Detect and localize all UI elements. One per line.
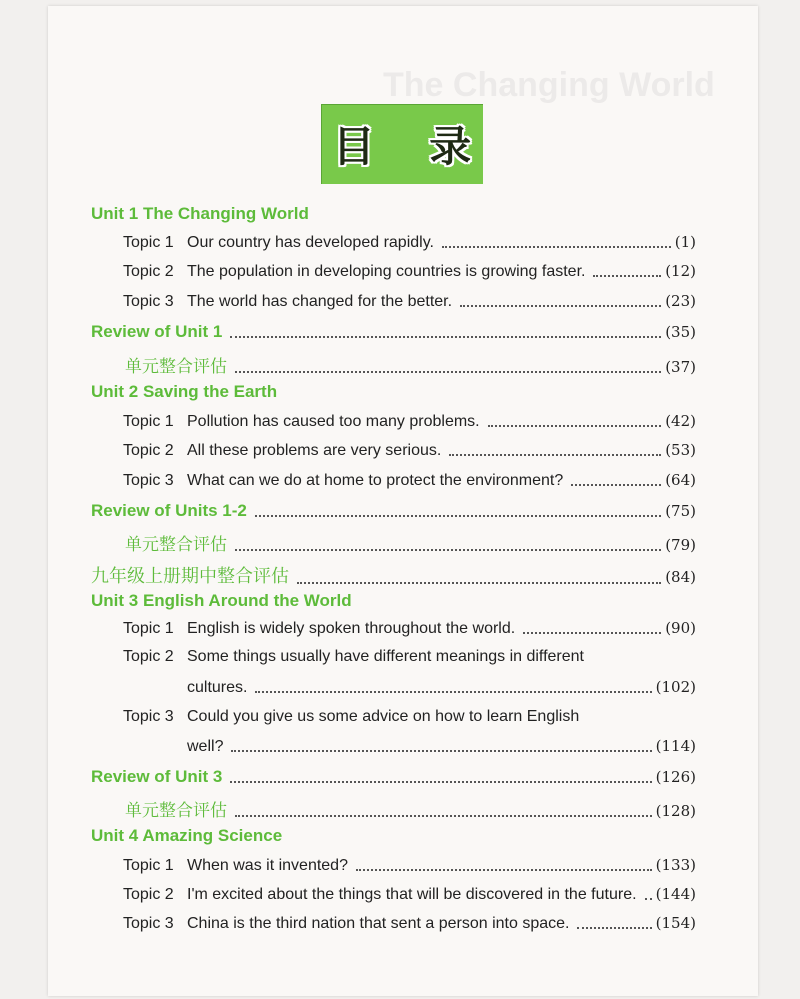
topic-entry bbox=[123, 648, 696, 666]
page-number: (53) bbox=[665, 441, 696, 459]
page-number: (144) bbox=[655, 885, 696, 903]
unit-heading: Unit 3 English Around the World bbox=[91, 591, 352, 610]
topic-label: Topic 3 bbox=[123, 472, 174, 489]
topic-entry bbox=[123, 708, 696, 726]
unit-heading: Unit 1 The Changing World bbox=[91, 204, 309, 223]
topic-label: Topic 3 bbox=[123, 708, 174, 725]
topic-label: Topic 1 bbox=[123, 857, 174, 874]
entry-title: Some things usually have different meanings in different bbox=[187, 648, 584, 665]
dot-leader bbox=[356, 869, 652, 871]
topic-entry bbox=[123, 233, 696, 252]
entry-title-continuation: well? bbox=[187, 738, 224, 755]
dot-leader bbox=[442, 246, 671, 248]
topic-label: Topic 3 bbox=[123, 915, 174, 932]
page-number: (42) bbox=[665, 412, 696, 430]
page-number: (12) bbox=[665, 262, 696, 280]
page-number: (75) bbox=[665, 502, 696, 520]
topic-entry bbox=[123, 856, 696, 875]
entry-title: Pollution has caused too many problems. bbox=[187, 413, 480, 430]
table-of-contents bbox=[48, 6, 758, 996]
topic-entry-continuation bbox=[187, 737, 696, 756]
page-title: 目 录 bbox=[332, 122, 492, 171]
dot-leader bbox=[255, 515, 661, 517]
topic-entry bbox=[123, 619, 696, 638]
assessment-entry bbox=[125, 796, 696, 821]
page-number: (64) bbox=[665, 471, 696, 489]
entry-title: Could you give us some advice on how to learn English bbox=[187, 708, 580, 725]
topic-entry bbox=[123, 441, 696, 460]
entry-title: I'm excited about the things that will be discovered in the future. bbox=[187, 886, 637, 903]
dot-leader bbox=[645, 898, 652, 900]
page-number: (90) bbox=[665, 619, 696, 637]
topic-label: Topic 2 bbox=[123, 263, 174, 280]
assessment-entry bbox=[125, 352, 696, 377]
page-number: (35) bbox=[665, 323, 696, 341]
page-number: (1) bbox=[674, 233, 696, 251]
topic-label: Topic 2 bbox=[123, 886, 174, 903]
entry-title: Our country has developed rapidly. bbox=[187, 234, 434, 251]
entry-title: English is widely spoken throughout the world. bbox=[187, 620, 516, 637]
page-number: (133) bbox=[655, 856, 696, 874]
review-entry bbox=[91, 767, 696, 787]
dot-leader bbox=[231, 750, 651, 752]
topic-entry bbox=[123, 471, 696, 490]
unit-heading: Unit 4 Amazing Science bbox=[91, 826, 283, 845]
review-entry bbox=[91, 322, 696, 342]
page-number: (79) bbox=[665, 536, 696, 554]
entry-title: What can we do at home to protect the environment? bbox=[187, 472, 564, 489]
page-number: (126) bbox=[655, 768, 696, 786]
entry-title: 单元整合评估 bbox=[125, 535, 227, 555]
assessment-entry bbox=[125, 530, 696, 555]
page-number: (154) bbox=[655, 914, 696, 932]
dot-leader bbox=[571, 484, 661, 486]
toc-page bbox=[48, 6, 758, 996]
topic-entry bbox=[123, 262, 696, 281]
dot-leader bbox=[593, 275, 661, 277]
entry-title: The population in developing countries is growing faster. bbox=[187, 263, 586, 280]
dot-leader bbox=[235, 549, 661, 551]
topic-entry bbox=[123, 885, 696, 904]
topic-entry bbox=[123, 292, 696, 311]
dot-leader bbox=[523, 632, 661, 634]
topic-label: Topic 1 bbox=[123, 413, 174, 430]
dot-leader bbox=[235, 815, 652, 817]
topic-entry-continuation bbox=[187, 678, 696, 697]
topic-label: Topic 2 bbox=[123, 648, 174, 665]
dot-leader bbox=[449, 454, 661, 456]
entry-title: Review of Unit 3 bbox=[91, 767, 223, 786]
page-number: (114) bbox=[655, 737, 696, 755]
dot-leader bbox=[230, 336, 661, 338]
entry-title: China is the third nation that sent a person into space. bbox=[187, 915, 570, 932]
dot-leader bbox=[235, 371, 661, 373]
topic-label: Topic 1 bbox=[123, 620, 174, 637]
entry-title: 单元整合评估 bbox=[125, 801, 227, 821]
midterm-assessment-entry bbox=[91, 562, 696, 588]
entry-title: The world has changed for the better. bbox=[187, 293, 453, 310]
entry-title: Review of Units 1-2 bbox=[91, 501, 247, 520]
entry-title: Review of Unit 1 bbox=[91, 322, 223, 341]
dot-leader bbox=[230, 781, 651, 783]
entry-title: All these problems are very serious. bbox=[187, 442, 442, 459]
review-entry bbox=[91, 501, 696, 521]
entry-title: 单元整合评估 bbox=[125, 357, 227, 377]
page-number: (23) bbox=[665, 292, 696, 310]
dot-leader bbox=[577, 927, 651, 929]
entry-title-continuation: cultures. bbox=[187, 679, 248, 696]
page-number: (102) bbox=[655, 678, 696, 696]
topic-label: Topic 1 bbox=[123, 234, 174, 251]
dot-leader bbox=[297, 582, 661, 584]
page-number: (128) bbox=[655, 802, 696, 820]
dot-leader bbox=[488, 425, 662, 427]
bleed-through-heading: The Changing World bbox=[383, 66, 715, 104]
entry-title: When was it invented? bbox=[187, 857, 348, 874]
topic-entry bbox=[123, 914, 696, 933]
topic-entry bbox=[123, 412, 696, 431]
page-number: (84) bbox=[665, 568, 696, 586]
unit-heading: Unit 2 Saving the Earth bbox=[91, 382, 278, 401]
entry-title: 九年级上册期中整合评估 bbox=[91, 566, 289, 587]
page-number: (37) bbox=[665, 358, 696, 376]
dot-leader bbox=[255, 691, 651, 693]
topic-label: Topic 3 bbox=[123, 293, 174, 310]
dot-leader bbox=[460, 305, 661, 307]
topic-label: Topic 2 bbox=[123, 442, 174, 459]
